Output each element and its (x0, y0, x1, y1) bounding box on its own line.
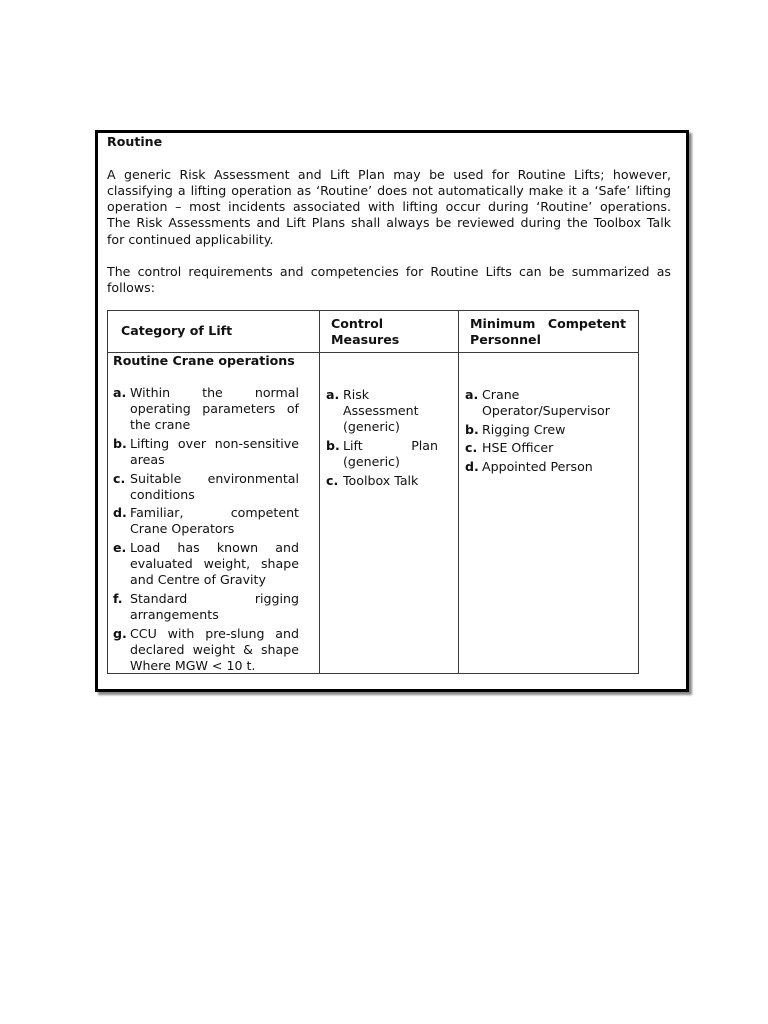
header-line: Control (331, 315, 384, 331)
summary-paragraph (107, 264, 671, 297)
list-marker: e. (113, 539, 127, 555)
paragraph-line: A generic Risk Assessment and Lift Plan may be used for Routine Lifts; however, (107, 166, 671, 182)
list-item-line: Assessment (343, 403, 419, 419)
routine-section-box (95, 130, 689, 692)
list-item-line: evaluated weight, shape (130, 556, 299, 572)
intro-paragraph (107, 167, 671, 248)
paragraph-line: classifying a lifting operation as ‘Routine’ does not automatically make it a ‘Safe’ lifting (107, 182, 671, 198)
list-marker: d. (465, 458, 479, 474)
list-item-line: Rigging Crew (482, 421, 566, 437)
list-item-line: and Centre of Gravity (130, 572, 266, 588)
list-marker: f. (113, 590, 123, 606)
header-line: Category of Lift (121, 323, 233, 339)
list-item-line: operating parameters of (130, 401, 299, 417)
list-item-line: arrangements (130, 607, 219, 623)
list-item-line: (generic) (343, 454, 400, 469)
list-item (113, 539, 299, 589)
lift-category-table (107, 310, 639, 674)
list-item-line: Within the normal (130, 384, 299, 400)
header-line: Measures (331, 332, 400, 348)
list-marker: c. (113, 470, 126, 486)
personnel-list (459, 387, 638, 475)
list-item-line: CCU with pre-slung and (130, 625, 299, 641)
control-measures-list (320, 387, 458, 489)
list-item-line: Toolbox Talk (343, 472, 419, 488)
header-category-of-lift (108, 311, 320, 353)
header-minimum-competent-personnel (459, 311, 639, 353)
list-item (326, 386, 438, 436)
list-item (113, 435, 299, 468)
list-item-line: areas (130, 452, 165, 467)
list-item-line: Crane Operators (130, 521, 235, 537)
list-item-line: Crane (482, 386, 520, 402)
paragraph-line: The Risk Assessments and Lift Plans shall always be reviewed during the Toolbox Talk (107, 215, 671, 231)
paragraph-line: for continued applicability. (107, 231, 274, 247)
list-marker: a. (326, 386, 340, 402)
list-item-line: declared weight & shape (130, 641, 299, 657)
list-marker: c. (326, 472, 339, 488)
list-marker: b. (465, 421, 479, 437)
list-item-line: Lifting over non-sensitive (130, 435, 299, 451)
header-line: Personnel (470, 332, 541, 348)
list-marker: g. (113, 625, 127, 641)
list-item (113, 470, 299, 503)
list-item (113, 590, 299, 623)
paragraph-line: follows: (107, 280, 155, 296)
list-item (113, 384, 299, 434)
list-item (113, 505, 299, 537)
list-item-line: the crane (130, 417, 191, 433)
header-line: Minimum Competent (470, 315, 626, 331)
list-item-line: Suitable environmental (130, 470, 299, 486)
list-marker: d. (113, 505, 127, 521)
header-control-measures (320, 311, 459, 353)
list-item-line: HSE Officer (482, 440, 554, 456)
list-item-line: (generic) (343, 419, 400, 435)
list-item-line: Standard rigging (130, 590, 299, 606)
list-item-line: Load has known and (130, 539, 299, 555)
list-item-line: Where MGW < 10 t. (130, 657, 256, 673)
list-item (465, 421, 618, 438)
paragraph-line: The control requirements and competencies for Routine Lifts can be summarized as (107, 264, 671, 279)
list-item-line: conditions (130, 486, 195, 502)
cell-personnel (459, 353, 639, 674)
list-item (465, 440, 618, 456)
list-marker: b. (113, 435, 127, 451)
list-marker: c. (465, 440, 478, 456)
list-item (326, 437, 438, 470)
list-item-line: Lift Plan (343, 437, 438, 453)
section-text (107, 134, 671, 297)
list-item-line: Familiar, competent (130, 505, 299, 521)
list-item-line: Appointed Person (482, 458, 593, 474)
list-item (326, 472, 438, 489)
list-marker: b. (326, 437, 340, 453)
list-marker: a. (113, 384, 127, 400)
category-heading: Routine Crane operations (113, 353, 295, 368)
lift-conditions-list (108, 385, 319, 674)
section-title: Routine (107, 134, 163, 149)
list-item-line: Risk (343, 386, 370, 402)
paragraph-line: operation – most incidents associated with lifting occur during ‘Routine’ operations. (107, 199, 671, 214)
cell-category (108, 353, 320, 674)
list-item (465, 386, 618, 419)
cell-control-measures (320, 353, 459, 674)
list-marker: a. (465, 386, 479, 402)
list-item (465, 458, 618, 475)
list-item (113, 625, 299, 675)
list-item-line: Operator/Supervisor (482, 403, 610, 419)
